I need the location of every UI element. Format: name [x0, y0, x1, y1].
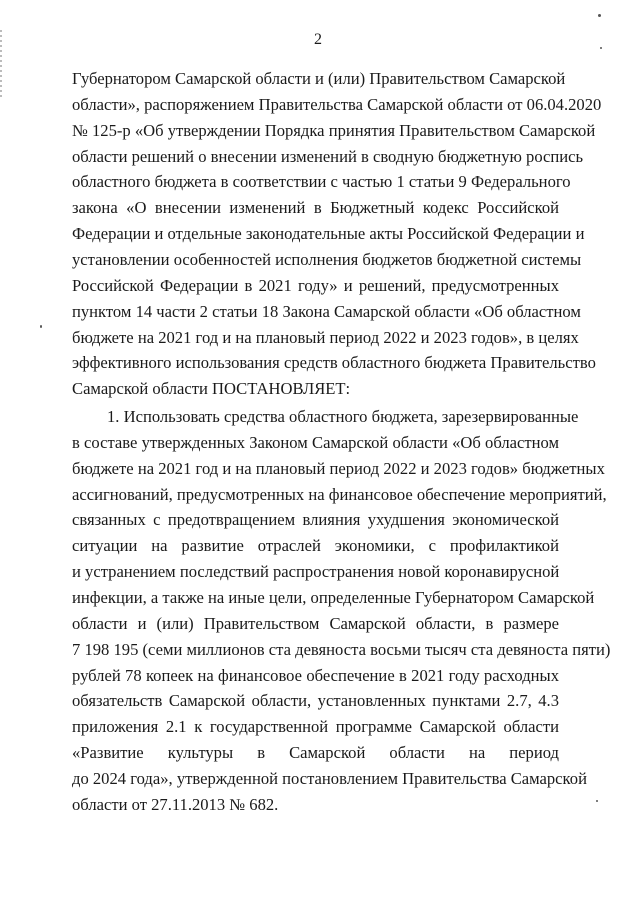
text-line: бюджете на 2021 год и на плановый период 2022 и 2023 годов», в целях	[72, 327, 579, 347]
text-line: до 2024 года», утвержденной постановлением Правительства Самарской	[72, 768, 587, 788]
text-line: установлении особенностей исполнения бюджетов бюджетной системы	[72, 249, 582, 269]
text-line: 7 198 195 (семи миллионов ста девяноста восьми тысяч ста девяноста пяти)	[72, 639, 611, 659]
scan-speck	[596, 800, 598, 802]
text-line: бюджете на 2021 год и на плановый период 2022 и 2023 годов» бюджетных	[72, 458, 605, 478]
text-line: области от 27.11.2013 № 682.	[72, 794, 279, 814]
text-line: № 125-р «Об утверждении Порядка принятия Правительством Самарской	[72, 120, 596, 140]
scan-speck	[598, 14, 601, 17]
text-line: закона «О внесении изменений в Бюджетный кодекс Российской	[72, 198, 559, 218]
text-line: «Развитие культуры в Самарской области на период	[72, 743, 559, 763]
text-line: Самарской области ПОСТАНОВЛЯЕТ:	[72, 379, 351, 399]
text-line: эффективного использования средств областного бюджета Правительство	[72, 353, 596, 373]
text-line: связанных с предотвращением влияния ухудшения экономической	[72, 510, 559, 530]
text-line: Федерации и отдельные законодательные акты Российской Федерации и	[72, 224, 585, 244]
text-line: и устранением последствий распространения новой коронавирусной	[72, 562, 560, 582]
text-line: пунктом 14 части 2 статьи 18 Закона Самарской области «Об областном	[72, 301, 581, 321]
text-line: области решений о внесении изменений в сводную бюджетную роспись	[72, 146, 584, 166]
text-line: обязательств Самарской области, установленных пунктами 2.7, 4.3	[72, 691, 559, 711]
text-line: Губернатором Самарской области и (или) Правительством Самарской	[72, 69, 566, 88]
text-line: области», распоряжением Правительства Самарской области от 06.04.2020	[72, 94, 602, 114]
text-line: Российской Федерации в 2021 году» и решений, предусмотренных	[72, 275, 559, 295]
text-line: инфекции, а также на иные цели, определенные Губернатором Самарской	[72, 588, 595, 607]
scan-speck	[40, 325, 42, 328]
page-number: 2	[314, 31, 322, 48]
text-line: в составе утвержденных Законом Самарской области «Об областном	[72, 432, 559, 452]
text-line: приложения 2.1 к государственной программе Самарской области	[72, 717, 559, 737]
text-line: рублей 78 копеек на финансовое обеспечение в 2021 году расходных	[72, 665, 559, 685]
text-line: ситуации на развитие отраслей экономики, с профилактикой	[72, 536, 559, 556]
text-line: области и (или) Правительством Самарской области, в размере	[72, 613, 559, 633]
text-line: ассигнований, предусмотренных на финансовое обеспечение мероприятий,	[72, 484, 607, 504]
text-line: областного бюджета в соответствии с частью 1 статьи 9 Федерального	[72, 172, 571, 192]
paragraph-first-line: 1. Использовать средства областного бюджета, зарезервированные	[107, 407, 579, 427]
